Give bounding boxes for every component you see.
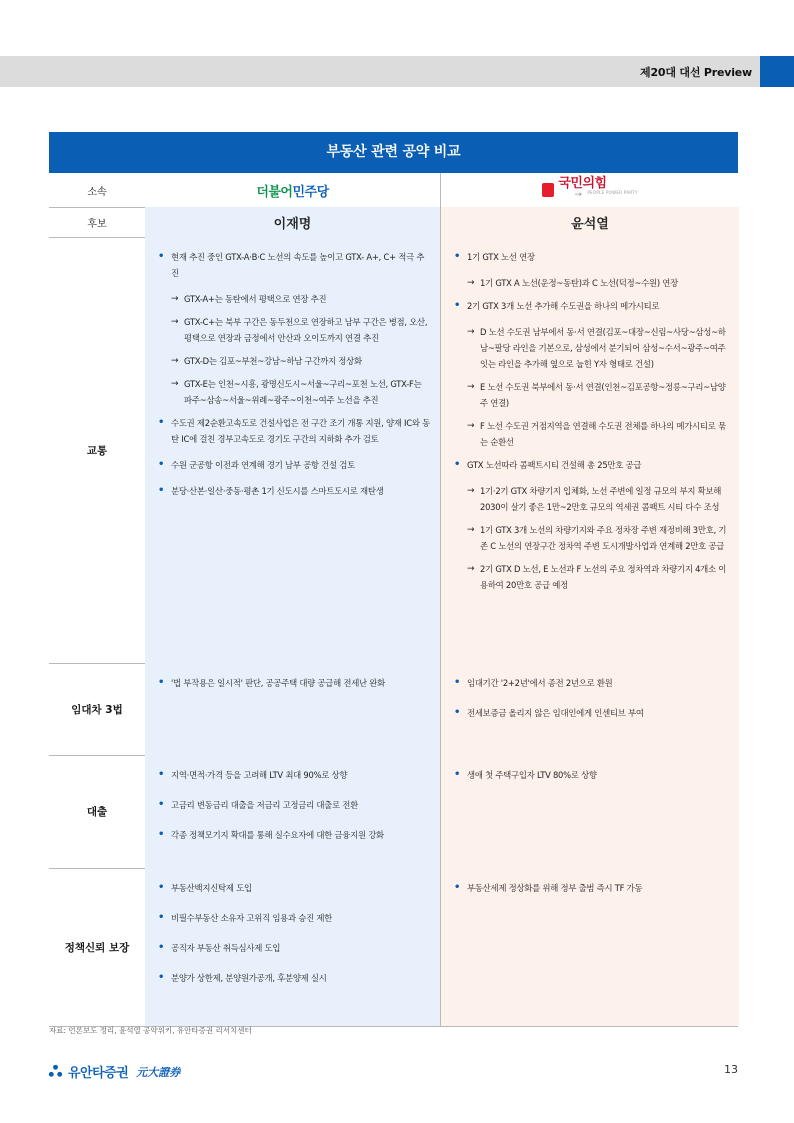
row-policy-trust [49,868,738,1027]
footer-brand [48,1062,180,1081]
pledge-item: • 각종 정책모기지 확대를 통해 실수요자에 대한 금융지원 강화 [155,827,430,843]
pledge-item: • 1기 GTX 노선 연장 [451,249,729,265]
pledge-item: • 분당·산본·일산·중동·평촌 1기 신도시를 스마트도시로 재탄생 [155,483,430,499]
candidate-a-name: 이재명 [273,216,312,232]
pledge-list [441,663,739,735]
policy-comparison-table [49,132,738,983]
pledge-item: • '법 부작용은 일시적' 판단, 공공주택 대량 공급해 전세난 완화 [155,675,430,691]
pledge-cell-b [440,755,739,868]
pledge-item: • GTX 노선따라 콤팩트시티 건설해 총 25만호 공급 [451,457,729,473]
yuanta-logo-icon [48,1064,63,1079]
pledge-subitem: → 1기·2기 GTX 차량기지 입체화, 노선 주변에 일정 규모의 부지 확보해 2030이 살기 좋은 1만~2만호 규모의 역세권 콤팩트 시티 다수 조성 [451,483,729,515]
pledge-item: • 고금리 변동금리 대출을 저금리 고정금리 대출로 전환 [155,797,430,813]
row-label: 정책신뢰 보장 [64,941,130,954]
pledge-item: • 지역·면적·가격 등을 고려해 LTV 최대 90%로 상향 [155,767,430,783]
pledge-item: • 현재 추진 중인 GTX-A·B·C 노선의 속도를 높이고 GTX- A+, C+ 적극 추진 [155,249,430,281]
pledge-list [145,237,440,509]
table-title: 부동산 관련 공약 비교 [49,132,738,173]
candidate-a-cell [145,207,440,237]
candidate-label: 후보 [87,218,107,230]
party-b-cell [440,173,739,207]
row-candidate [49,207,738,238]
pledge-item: • 부동산백지신탁제 도입 [155,880,430,896]
pledge-subitem: → E 노선 수도권 북부에서 동·서 연결(인천~김포공항~정릉~구리~남양주 연결) [451,379,729,411]
report-title: 제20대 대선 Preview [640,66,752,79]
pledge-subitem: → F 노선 수도권 거점지역을 연결해 수도권 전체를 하나의 메가시티로 묶는 순환선 [451,418,729,450]
pledge-subitem: → GTX-E는 인천~시흥, 광명신도시~서울~구리~포천 노선, GTX-F는 파주~삼송~서울~위례~광주~이천~여주 노선을 추진 [155,376,430,408]
pledge-subitem: → GTX-C+는 북부 구간은 동두천으로 연장하고 남부 구간은 병점, 오산, 평택으로 연장과 금정에서 안산과 오이도까지 연결 추진 [155,314,430,346]
pledge-list [441,755,739,797]
pledge-item: • 수도권 제2순환고속도로 건설사업은 전 구간 조기 개통 지원, 양재 IC와 동탄 IC에 걸친 경부고속도로 경기도 구간의 지하화 추가 검토 [155,415,430,447]
candidate-b-cell [440,207,739,237]
pledge-cell-b [440,663,739,755]
pledge-subitem: → D 노선 수도권 남부에서 동·서 연결(김포~대장~신림~사당~삼성~하남~팔당 라인을 기본으로, 삼성에서 분기되어 삼성~수서~광주~여주 잇는 라인을 추가해 옆으로 눕힌 Y자 형태로 건설) [451,324,729,372]
ppp-mark-icon [542,183,554,197]
logo-part1: 더불어 [256,184,293,200]
pledge-item: • 공직자 부동산 취득심사제 도입 [155,940,430,956]
pledge-list [441,868,739,910]
pledge-cell-a [145,237,440,663]
brand-hanja: 元大證券 [136,1065,181,1079]
pledge-item: • 수원 군공항 이전과 연계해 경기 남부 공항 건설 검토 [155,457,430,473]
pledge-list [441,237,739,600]
pledge-item: • 부동산세제 정상화를 위해 정부 출범 즉시 TF 가동 [451,880,729,896]
pledge-cell-a [145,663,440,755]
people-power-party-logo [542,178,637,202]
party-a-cell [145,173,440,207]
pledge-subitem: → 2기 GTX D 노선, E 노선과 F 노선의 주요 정차역과 차량기지 4개소 이용하여 20만호 공급 예정 [451,561,729,593]
row-rental [49,663,738,756]
row-loan [49,755,738,869]
pledge-cell-b [440,237,739,663]
pledge-item: • 임대기간 '2+2년'에서 종전 2년으로 환원 [451,675,729,691]
pledge-list [145,755,440,857]
header-accent-block [760,56,794,87]
pledge-subitem: → 1기 GTX A 노선(운정~동탄)과 C 노선(덕정~수원) 연장 [451,275,729,291]
pledge-subitem: → GTX-A+는 동탄에서 평택으로 연장 추진 [155,291,430,307]
row-transport [49,237,738,664]
pledge-item: • 분양가 상한제, 분양원가공개, 후분양제 실시 [155,970,430,986]
brand-name: 유안타증권 [68,1066,129,1081]
row-label: 대출 [86,806,108,818]
page-number: 13 [724,1063,738,1076]
pledge-item: • 생애 첫 주택구입자 LTV 80%로 상향 [451,767,729,783]
pledge-subitem: → 1기 GTX 3개 노선의 차량기지와 주요 정차장 주변 재정비해 3만호, 기존 C 노선의 연장구간 정차역 주변 도시개발사업과 연계해 2만호 공급 [451,522,729,554]
pledge-cell-a [145,868,440,1026]
pledge-subitem: → GTX-D는 김포~부천~강남~하남 구간까지 정상화 [155,353,430,369]
pledge-list [145,868,440,1000]
pledge-item: • 비필수부동산 소유자 고위직 임용과 승진 제한 [155,910,430,926]
pledge-list [145,663,440,705]
ppp-name: 국민의힘 [558,176,607,191]
pledge-cell-a [145,755,440,868]
democratic-party-logo [256,181,328,200]
row-label: 교통 [86,444,108,457]
row-affiliation [49,173,738,208]
source-note: 자료: 언론보도 정리, 윤석열 공약위키, 유안타증권 리서치센터 [49,1026,252,1035]
ppp-subtitle: → PEOPLE POWER PARTY [558,190,637,195]
pledge-item: • 2기 GTX 3개 노선 추가해 수도권을 하나의 메가시티로 [451,298,729,314]
header-bar [0,56,794,87]
row-label: 임대차 3법 [71,703,123,716]
candidate-b-name: 윤석열 [571,216,609,232]
pledge-item: • 전세보증금 올리지 않은 임대인에게 인센티브 부여 [451,705,729,721]
pledge-cell-b [440,868,739,1026]
affiliation-label: 소속 [87,186,107,198]
logo-part2: 민주당 [292,184,329,200]
